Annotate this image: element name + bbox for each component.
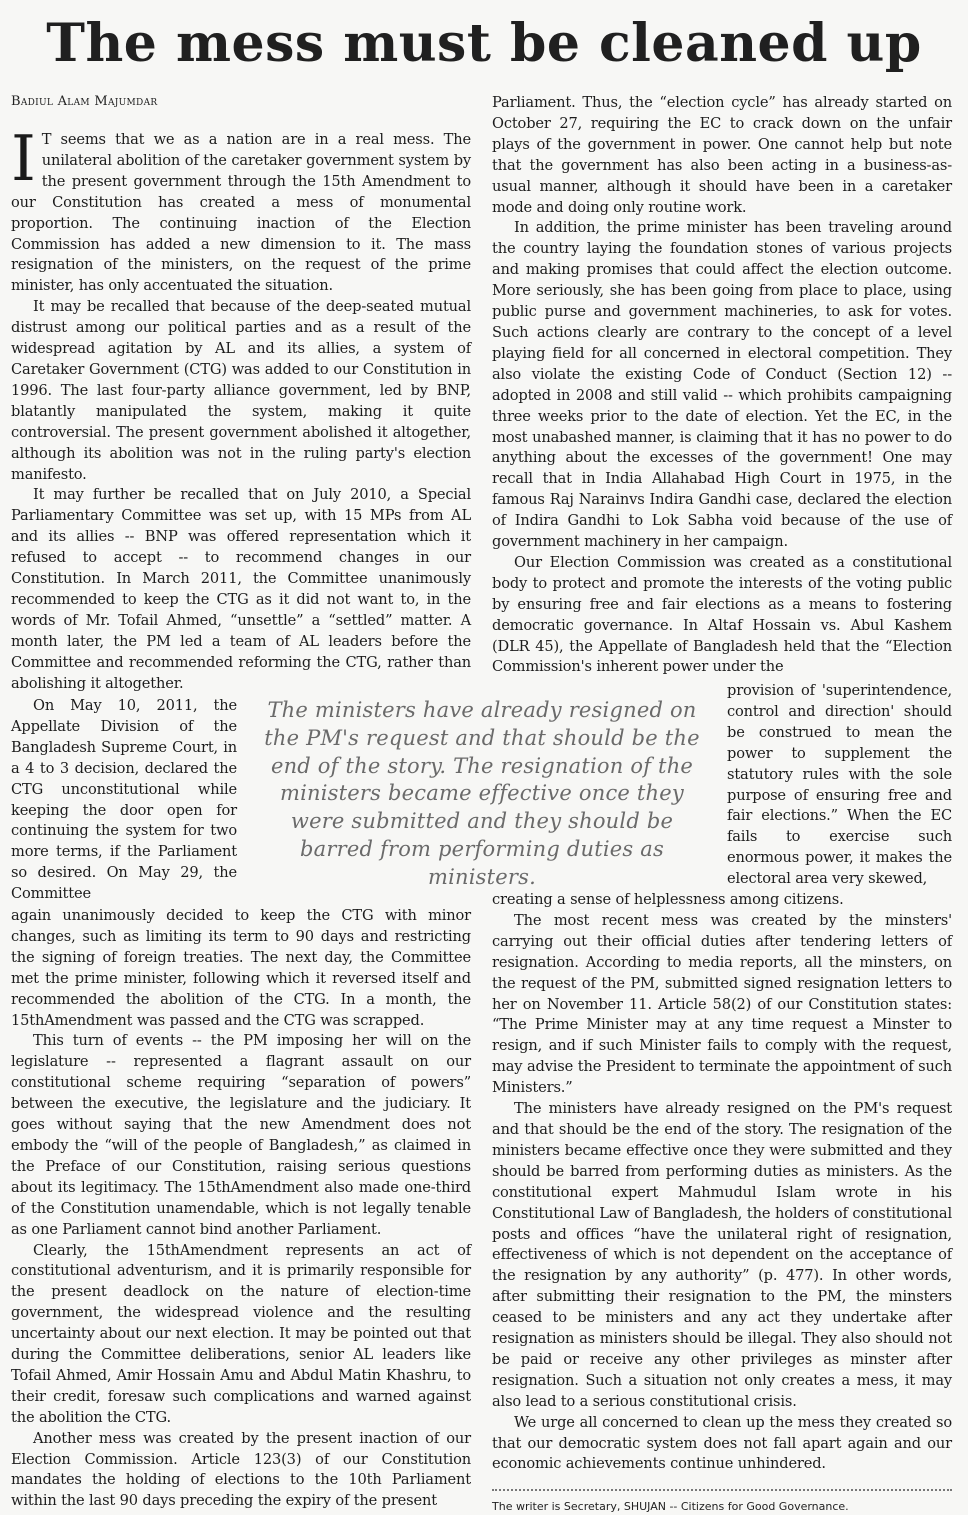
right-column-wrap — [727, 681, 952, 890]
author-note: The writer is Secretary, SHUJAN -- Citizens for Good Governance. — [492, 1500, 849, 1513]
headline: The mess must be cleaned up — [46, 13, 922, 74]
pull-quote: The ministers have already resigned on the PM's request and that should be the end of the story. The resignation of the ministers became effective once they were submitted and they should be barred from performing duties as ministers. — [264, 698, 700, 889]
lead-paragraph-text: T seems that we as a nation are in a real mess. The unilateral abolition of the caretaker government system by the present government through the 15th Amendment to our Constitution has created a mess of monumental proportion. The continuing inaction of the Election Commission has added a new dimension to it. The mass resignation of the ministers, on the request of the prime minister, has only accentuated the situation. — [11, 131, 471, 295]
body-paragraph: creating a sense of helplessness among citizens. — [492, 891, 844, 908]
right-column-top — [492, 93, 952, 678]
lead-paragraph — [11, 122, 471, 297]
body-paragraph: Clearly, the 15thAmendment represents an act of constitutional adventurism, and it is primarily responsible for the present deadlock on the nature of election-time government, the widespread violence and the resulting uncertainty about our next election. It may be pointed out that during the Committee deliberations, senior AL leaders like Tofail Ahmed, Amir Hossain Amu and Abdul Matin Khashru, to their credit, foresaw such complications and warned against the abolition the CTG. — [11, 1241, 471, 1426]
body-paragraph: Another mess was created by the present inaction of our Election Commission. Article 123(3) of our Constitution mandates the holding of elections to the 10th Parliament within the last 90 days preceding the expiry of the present — [11, 1429, 471, 1510]
body-paragraph: It may further be recalled that on July 2010, a Special Parliamentary Committee was set up, with 15 MPs from AL and its allies -- BNP was offered representation which it refused to accept -- to recommend changes in our Constitution. In March 2011, the Committee unanimously recommended to keep the CTG as it did not want to, in the words of Mr. Tofail Ahmed, “unsettle” a “settled” matter. A month later, the PM led a team of AL leaders before the Committee and recommended reforming the CTG, rather than abolishing it altogether. — [11, 486, 471, 692]
drop-cap: I — [11, 122, 36, 195]
left-column-wrap — [11, 696, 237, 905]
body-paragraph: This turn of events -- the PM imposing her will on the legislature -- represented a flagrant assault on our constitutional scheme requiring “separation of powers” between the executive, the legislature and the judiciary. It goes without saying that the new Amendment does not embody the “will of the people of Bangladesh,” as claimed in the Preface of our Constitution, raising serious questions about its legitimacy. The 15thAmendment also made one-third of the Constitution unamendable, which is not legally tenable as one Parliament cannot bind another Parliament. — [11, 1032, 471, 1238]
body-paragraph: The ministers have already resigned on the PM's request and that should be the end of the story. The resignation of the ministers became effective once they were submitted and they should be barred from performing duties as ministers. As the constitutional expert Mahmudul Islam wrote in his Constitutional Law of Bangladesh, the holders of constitutional posts and offices “have the unilateral right of resignation, effectiveness of which is not dependent on the acceptance of the resignation by any authority” (p. 477). In other words, after submitting their resignation to the PM, the minsters ceased to be ministers and any act they undertake after resignation as ministers should be illegal. They also should not be paid or receive any other privileges as minster after resignation. Such a situation not only creates a mess, it may also lead to a serious constitutional crisis. — [492, 1100, 952, 1410]
body-paragraph: again unanimously decided to keep the CTG with minor changes, such as limiting its term to 90 days and restricting the signing of foreign treaties. The next day, the Committee met the prime minister, following which it reversed itself and recommended the abolition of the CTG. In a month, the 15thAmendment was passed and the CTG was scrapped. — [11, 907, 471, 1029]
body-paragraph: provision of 'superintendence, control and direction' should be construed to mean the power to supplement the statutory rules with the sole purpose of ensuring free and fair elections.” When the EC fails to exercise such enormous power, it makes the electoral area very skewed, — [727, 682, 952, 888]
left-column-top — [11, 122, 471, 694]
body-paragraph: It may be recalled that because of the deep-seated mutual distrust among our political parties and as a result of the widespread agitation by AL and its allies, a system of Caretaker Government (CTG) was added to our Constitution in 1996. The last four-party alliance government, led by BNP, blatantly manipulated the system, making it quite controversial. The present government abolished it altogether, although its abolition was not in the ruling party's election manifesto. — [11, 298, 471, 483]
footer-divider — [492, 1489, 952, 1491]
body-paragraph: Our Election Commission was created as a constitutional body to protect and promote the interests of the voting public by ensuring free and fair elections as a means to fostering democratic governance. In Altaf Hossain vs. Abul Kashem (DLR 45), the Appellate of Bangladesh held that the “Election Commission's inherent power under the — [492, 553, 952, 676]
body-paragraph: We urge all concerned to clean up the mess they created so that our democratic system does not fall apart again and our economic achievements continue unhindered. — [492, 1413, 952, 1473]
right-column-bottom — [492, 890, 952, 1475]
byline: Badiul Alam Majumdar — [11, 94, 158, 109]
body-paragraph: In addition, the prime minister has been traveling around the country laying the foundation stones of various projects and making promises that could affect the election outcome. More seriously, she has been going from place to place, using public purse and government machineries, to ask for votes. Such actions clearly are contrary to the concept of a level playing field for all concerned in electoral competition. They also violate the existing Code of Conduct (Section 12) -- adopted in 2008 and still valid -- which prohibits campaigning three weeks prior to the date of election. Yet the EC, in the most unabashed manner, is claiming that it has no power to do anything about the excesses of the government! One may recall that in India Allahabad High Court in 1975, in the famous Raj Narainvs Indira Gandhi case, declared the election of Indira Gandhi to Lok Sabha void because of the use of government machinery in her campaign. — [492, 219, 952, 551]
body-paragraph: The most recent mess was created by the minsters' carrying out their official duties after tendering letters of resignation. According to media reports, all the minsters, on the request of the PM, submitted signed resignation letters to her on November 11. Article 58(2) of our Constitution states: “The Prime Minister may at any time request a Minster to resign, and if such Minister fails to comply with the request, may advise the President to terminate the appointment of such Ministers.” — [492, 911, 952, 1097]
left-column-bottom — [11, 906, 471, 1512]
body-paragraph: Parliament. Thus, the “election cycle” has already started on October 27, requiring the EC to crack down on the unfair plays of the government in power. One cannot help but note that the government has also been acting in a business-as-usual manner, although it should have been in a caretaker mode and doing only routine work. — [492, 94, 952, 216]
body-paragraph: On May 10, 2011, the Appellate Division of the Bangladesh Supreme Court, in a 4 to 3 decision, declared the CTG unconstitutional while keeping the door open for continuing the system for two more terms, if the Parliament so desired. On May 29, the Committee — [11, 697, 237, 903]
